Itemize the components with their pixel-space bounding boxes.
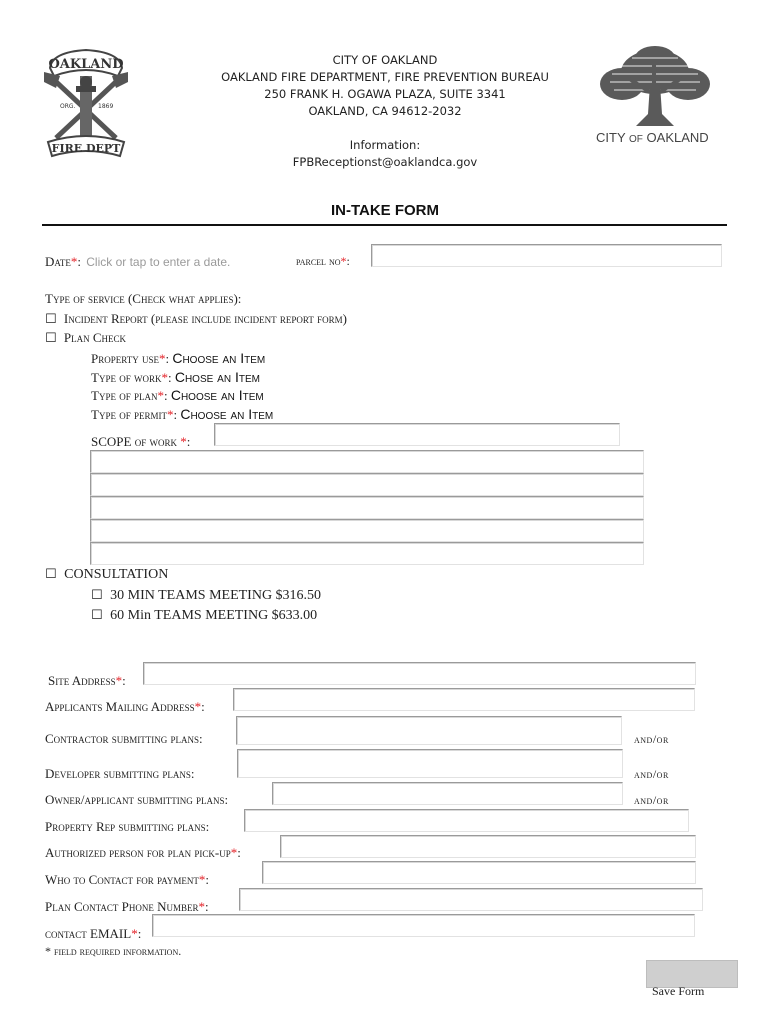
developer-and-or: and/or [634,767,669,781]
parcel-label: parcel no [296,254,341,268]
mailing-address-row: Applicants Mailing Address*: [45,699,205,714]
fire-logo-left-text: ORG. [60,103,76,110]
header-line-2: OAKLAND FIRE DEPARTMENT, FIRE PREVENTION BUREAU [221,70,549,84]
agency-header [200,52,570,171]
site-address-row: Site Address*: [48,673,126,688]
city-name-of: OF [629,134,643,145]
oak-tree-icon [592,44,718,130]
owner-label: Owner/applicant submitting plans: [45,792,229,807]
developer-label: Developer submitting plans: [45,766,195,781]
contractor-and-or: and/or [634,732,669,746]
contact-email-row: contact EMAIL*: [45,926,142,941]
owner-and-or: and/or [634,793,669,807]
fire-dept-logo [38,46,134,162]
site-address-label: Site Address [48,673,116,688]
meeting-60-checkbox[interactable]: ☐ [91,608,103,623]
incident-report-checkbox[interactable]: ☐ [45,312,57,327]
site-address-field[interactable] [143,662,696,685]
plan-check-label: Plan Check [63,330,127,345]
property-rep-field[interactable] [244,809,689,832]
mailing-address-field[interactable] [233,688,695,711]
scope-of-work-field-5[interactable] [90,519,644,542]
header-line-1: CITY OF OAKLAND [332,53,438,67]
scope-of-work-row: SCOPE of work *: [91,434,191,449]
type-of-work-dropdown[interactable]: Chose an Item [174,369,260,385]
who-contact-label: Who to Contact for payment [45,872,199,887]
property-use-row: Property use*: Choose an Item [91,350,266,366]
authorized-field[interactable] [280,835,696,858]
title-rule [42,224,727,226]
type-of-permit-row: Type of permit*: Choose an Item [91,406,274,422]
date-required-mark: * [70,254,78,269]
scope-of-work-field-2[interactable] [90,450,644,473]
type-of-plan-dropdown[interactable]: Choose an Item [170,387,264,403]
type-of-service-heading: Type of service (Check what applies): [45,291,242,306]
plan-phone-row: Plan Contact Phone Number*: [45,899,209,914]
parcel-label-row: parcel no*: [296,254,350,268]
parcel-no-field[interactable] [371,244,722,267]
contact-email-field[interactable] [152,914,695,937]
meeting-60-label: 60 Min TEAMS MEETING $633.00 [110,608,318,623]
authorized-row: Authorized person for plan pick-up*: [45,845,241,860]
plan-phone-field[interactable] [239,888,703,911]
type-of-plan-row: Type of plan*: Choose an Item [91,387,264,403]
fire-logo-top-text: OAKLAND [48,57,124,72]
contractor-field[interactable] [236,716,622,745]
consultation-row [45,567,168,583]
scope-of-work-field-3[interactable] [90,473,644,496]
property-rep-label: Property Rep submitting plans: [45,819,210,834]
date-input[interactable]: Click or tap to enter a date. [86,255,231,269]
property-use-label: Property use [91,351,159,366]
fire-logo-bottom-text: FIRE DEPT [51,142,121,155]
mailing-address-label: Applicants Mailing Address [45,699,195,714]
property-use-dropdown[interactable]: Choose an Item [172,350,266,366]
meeting-30-checkbox[interactable]: ☐ [91,588,103,603]
plan-check-checkbox[interactable]: ☐ [45,331,57,346]
incident-report-label: Incident Report (please include incident report form) [63,311,347,326]
info-email: FPBReceptionst@oaklandca.gov [292,155,478,169]
date-label: Date [45,254,71,269]
who-contact-row: Who to Contact for payment*: [45,872,210,887]
meeting-30-label: 30 MIN TEAMS MEETING $316.50 [110,588,322,603]
type-of-work-row: Type of work*: Chose an Item [91,369,260,385]
meeting-60-row [91,608,317,624]
meeting-30-row [91,588,321,604]
contact-email-label: contact EMAIL [45,926,132,941]
plan-check-row [45,330,126,346]
type-of-plan-label: Type of plan [91,388,158,403]
authorized-label: Authorized person for plan pick-up [45,845,231,860]
form-title: IN-TAKE FORM [330,202,440,219]
type-of-permit-dropdown[interactable]: Choose an Item [180,406,274,422]
scope-of-work-label: SCOPE of work [91,434,177,449]
header-line-3: 250 FRANK H. OGAWA PLAZA, SUITE 3341 [264,87,506,101]
required-note: * field required information. [45,944,182,958]
scope-of-work-field-1[interactable] [214,423,620,446]
scope-of-work-field-6[interactable] [90,542,644,565]
developer-field[interactable] [237,749,623,778]
info-label: Information: [349,138,421,152]
plan-phone-label: Plan Contact Phone Number [45,899,199,914]
owner-field[interactable] [272,782,623,805]
city-name-city: CITY [596,130,626,145]
incident-report-row [45,311,347,327]
fire-logo-right-text: 1869 [98,103,114,110]
header-line-4: OAKLAND, CA 94612-2032 [308,104,462,118]
who-contact-field[interactable] [262,861,696,884]
consultation-checkbox[interactable]: ☐ [45,567,57,582]
consultation-label: CONSULTATION [64,567,169,582]
save-form-label: Save Form [652,984,705,998]
scope-of-work-field-4[interactable] [90,496,644,519]
type-of-permit-label: Type of permit [91,407,167,422]
city-name-oakland: OAKLAND [646,130,709,145]
city-of-oakland-logo [592,44,718,154]
type-of-work-label: Type of work [91,370,162,385]
contractor-label: Contractor submitting plans: [45,731,203,746]
date-label-row: Date*: Click or tap to enter a date. [45,254,231,269]
